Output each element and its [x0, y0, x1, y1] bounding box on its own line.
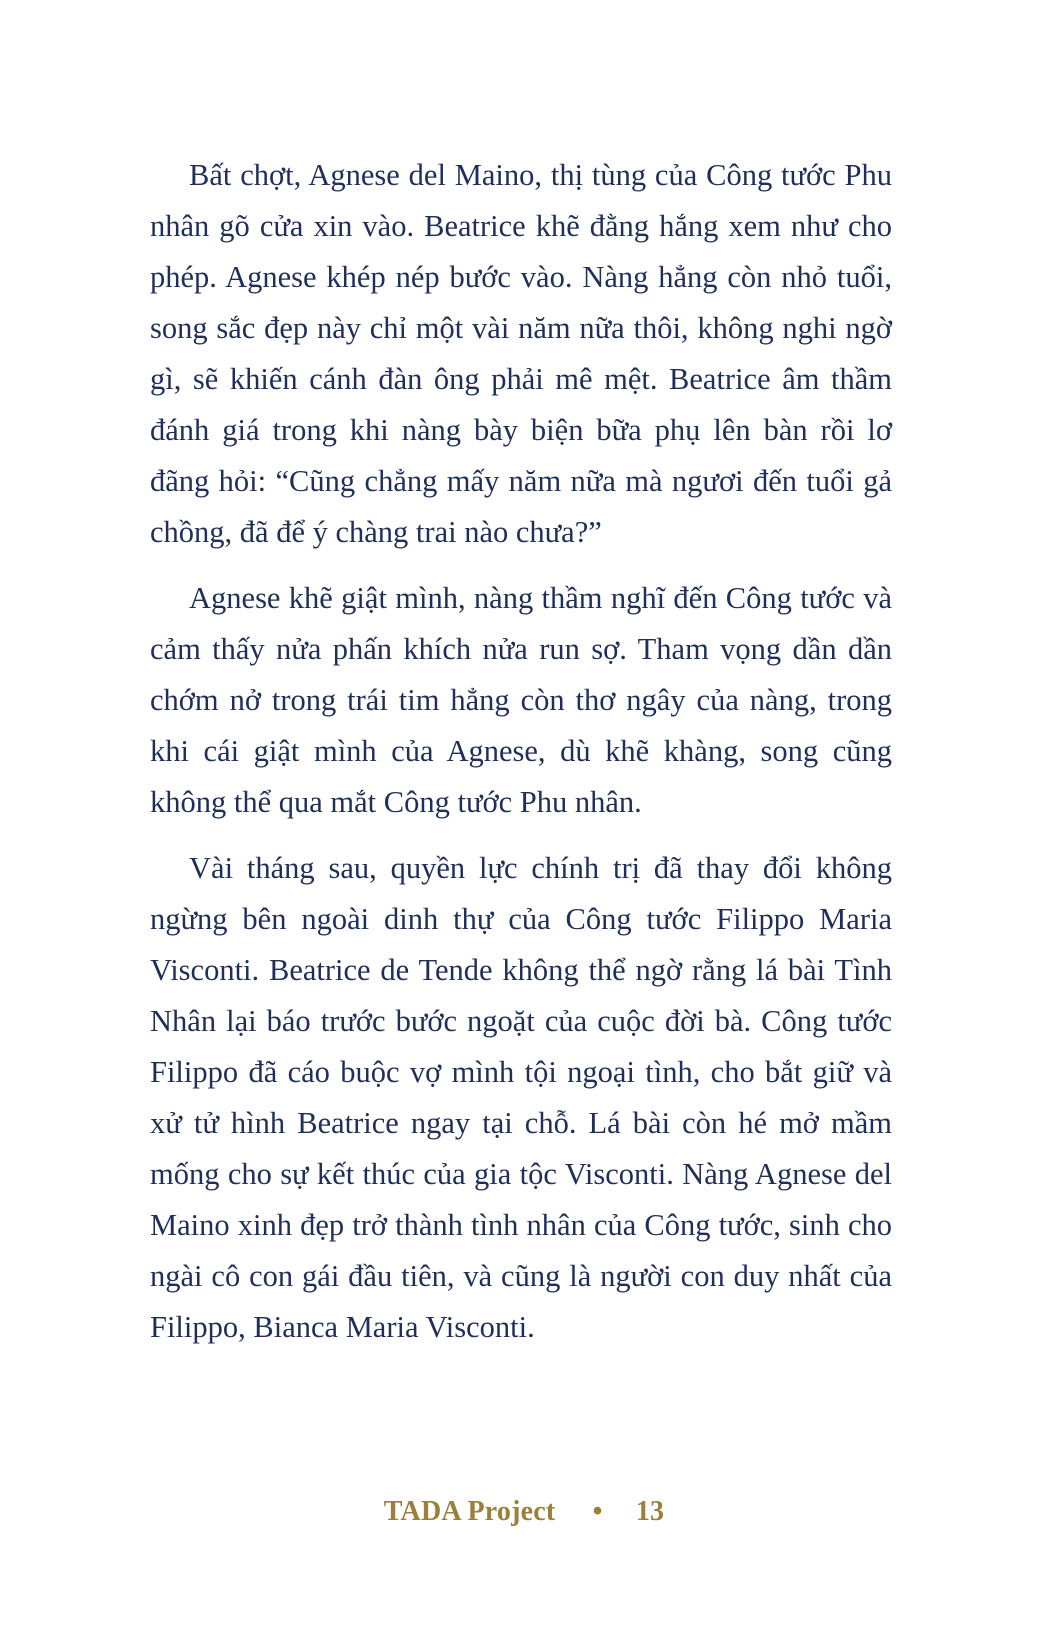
footer-project-name: TADA Project [383, 1496, 556, 1527]
paragraph-3: Vài tháng sau, quyền lực chính trị đã thay đổi không ngừng bên ngoài dinh thự của Công tước Filippo Maria Visconti. Beatrice de Tende không thể ngờ rằng lá bài Tình Nhân lại báo trước bước ngoặt của cuộc đời bà. Công tước Filippo đã cáo buộc vợ mình tội ngoại tình, cho bắt giữ và xử tử hình Beatrice ngay tại chỗ. Lá bài còn hé mở mầm mống cho sự kết thúc của gia tộc Visconti. Nàng Agnese del Maino xinh đẹp trở thành tình nhân của Công tước, sinh cho ngài cô con gái đầu tiên, và cũng là người con duy nhất của Filippo, Bianca Maria Visconti. [150, 851, 892, 1344]
body-text [150, 150, 892, 1368]
paragraph-2: Agnese khẽ giật mình, nàng thầm nghĩ đến Công tước và cảm thấy nửa phấn khích nửa run sợ. Tham vọng dần dần chớm nở trong trái tim hẳng còn thơ ngây của nàng, trong khi cái giật mình của Agnese, dù khẽ khàng, song cũng không thể qua mắt Công tước Phu nhân. [150, 581, 892, 819]
page-footer [0, 1496, 1048, 1528]
paragraph-1: Bất chợt, Agnese del Maino, thị tùng của Công tước Phu nhân gõ cửa xin vào. Beatrice khẽ đằng hắng xem như cho phép. Agnese khép nép bước vào. Nàng hẳng còn nhỏ tuổi, song sắc đẹp này chỉ một vài năm nữa thôi, không nghi ngờ gì, sẽ khiến cánh đàn ông phải mê mệt. Beatrice âm thầm đánh giá trong khi nàng bày biện bữa phụ lên bàn rồi lơ đãng hỏi: “Cũng chẳng mấy năm nữa mà ngươi đến tuổi gả chồng, đã để ý chàng trai nào chưa?” [150, 158, 892, 549]
page-number: 13 [635, 1496, 665, 1527]
footer-bullet-separator: • [592, 1496, 603, 1527]
